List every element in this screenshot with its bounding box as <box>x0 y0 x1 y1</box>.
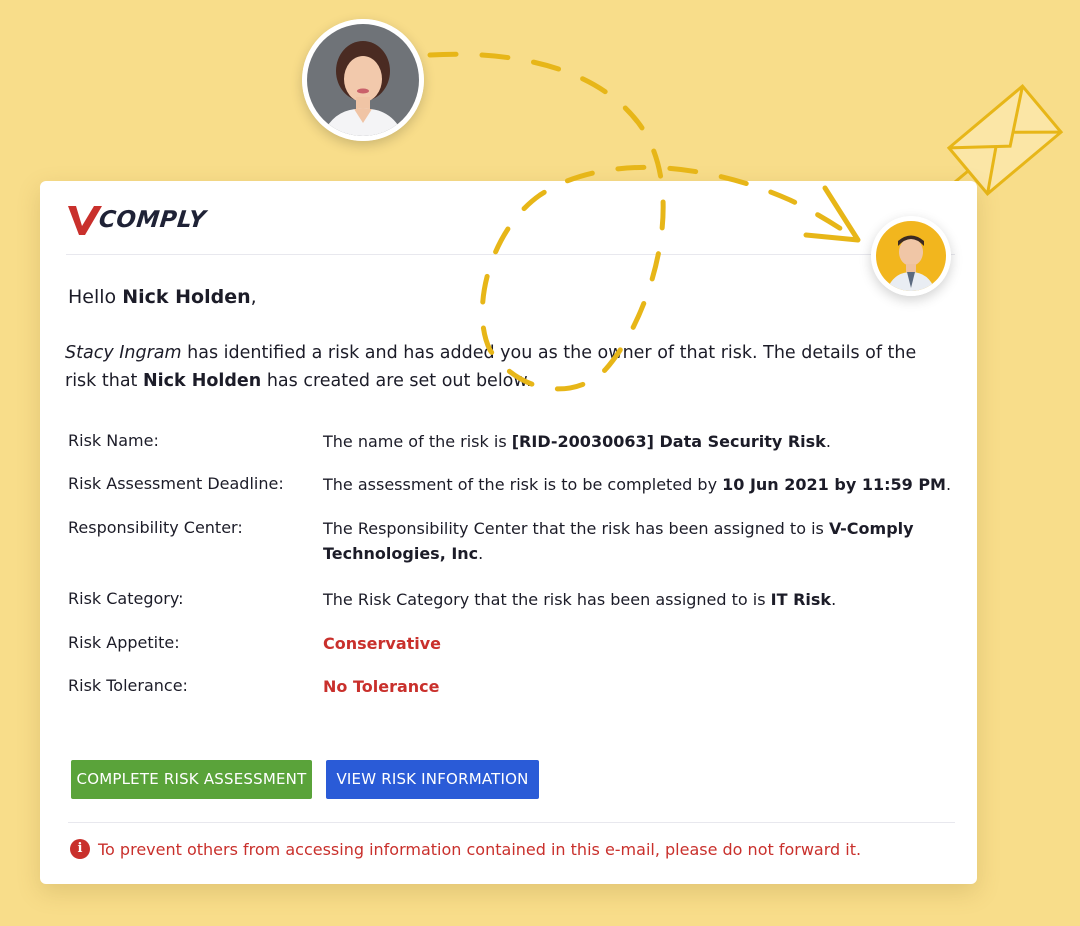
recipient-name: Nick Holden <box>122 286 251 308</box>
intro-sender: Stacy Ingram <box>65 343 182 363</box>
deadline-prefix: The assessment of the risk is to be completed by <box>323 475 723 494</box>
responsibility-center-label: Responsibility Center: <box>68 518 243 537</box>
vcomply-logo <box>66 203 206 237</box>
warning-text: To prevent others from accessing information contained in this e-mail, please do not forward it. <box>98 839 862 859</box>
recipient-portrait-icon <box>871 216 951 296</box>
intro-text-1: has identified a risk and has added you as the owner of that risk. The details of the risk that <box>65 343 917 391</box>
sender-avatar <box>302 19 424 141</box>
logo-text: COMPLY <box>97 207 208 233</box>
risk-appetite-value: Conservative <box>323 634 442 653</box>
recipient-avatar <box>871 216 951 296</box>
greeting-suffix: , <box>250 286 257 308</box>
complete-risk-assessment-button[interactable]: COMPLETE RISK ASSESSMENT <box>71 760 312 799</box>
risk-category-label: Risk Category: <box>68 589 184 608</box>
view-risk-information-button[interactable]: VIEW RISK INFORMATION <box>326 760 539 799</box>
risk-category-strong: IT Risk <box>770 590 832 609</box>
risk-name-prefix: The name of the risk is <box>323 432 512 451</box>
risk-category-prefix: The Risk Category that the risk has been assigned to is <box>323 590 771 609</box>
intro-paragraph <box>65 339 925 395</box>
deadline-suffix: . <box>945 475 952 494</box>
forward-warning <box>70 839 861 859</box>
info-icon: i <box>70 839 90 859</box>
responsibility-center-value <box>323 516 953 566</box>
risk-category-value <box>323 587 963 612</box>
responsibility-center-strong: V-Comply Technologies, Inc <box>323 519 914 563</box>
responsibility-center-prefix: The Responsibility Center that the risk has been assigned to is <box>323 519 829 538</box>
sender-portrait-icon <box>302 19 424 141</box>
risk-name-value <box>323 429 963 454</box>
deadline-strong: 10 Jun 2021 by 11:59 PM <box>722 475 946 494</box>
risk-name-label: Risk Name: <box>68 431 159 450</box>
responsibility-center-suffix: . <box>478 544 484 563</box>
footer-divider <box>68 822 955 823</box>
intro-text-2: has created are set out below. <box>261 371 532 391</box>
deadline-value <box>323 472 963 497</box>
greeting <box>68 286 257 308</box>
intro-creator: Nick Holden <box>142 371 262 391</box>
deadline-label: Risk Assessment Deadline: <box>68 474 284 493</box>
risk-name-suffix: . <box>825 432 831 451</box>
risk-tolerance-label: Risk Tolerance: <box>68 676 188 695</box>
risk-tolerance-value: No Tolerance <box>323 677 440 696</box>
risk-category-suffix: . <box>831 590 837 609</box>
email-card <box>40 181 977 884</box>
greeting-prefix: Hello <box>68 286 123 308</box>
risk-appetite-label: Risk Appetite: <box>68 633 180 652</box>
risk-name-strong: [RID-20030063] Data Security Risk <box>511 432 826 451</box>
header-divider <box>66 254 955 255</box>
